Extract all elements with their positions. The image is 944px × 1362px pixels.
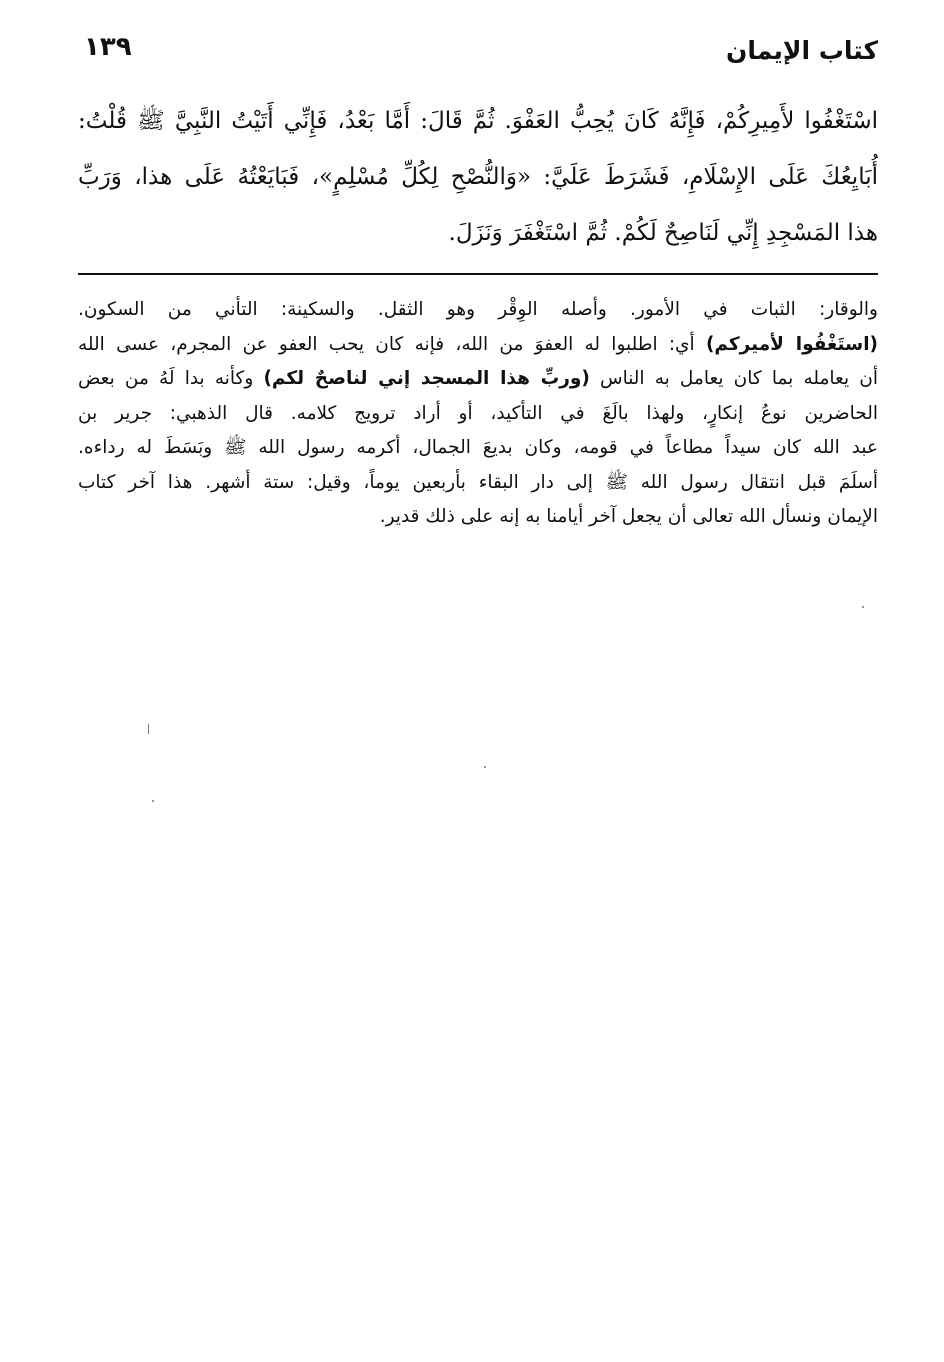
quoted-phrase: (وربِّ هذا المسجد إني لناصحٌ لكم) bbox=[263, 368, 590, 389]
commentary-notes bbox=[78, 293, 878, 535]
scan-speck bbox=[484, 766, 486, 768]
quoted-phrase: (استَغْفُوا لأميركم) bbox=[705, 333, 878, 355]
note-line: والوقار: الثبات في الأمور. وأصله الوِقْر وهو الثقل. والسكينة: التأني من السكون. bbox=[78, 299, 878, 320]
main-text bbox=[78, 93, 878, 261]
main-text-line: أُبَايِعُكَ عَلَى الإِسْلَامِ، فَشَرَطَ عَلَيَّ: «وَالنُّصْحِ لِكُلِّ مُسْلِمٍ»، فَبَايَعْتُهُ عَلَى هذا، وَرَبِّ bbox=[78, 164, 878, 190]
note-line: عبد الله كان سيداً مطاعاً في قومه، وكان بديعَ الجمال، أكرمه رسول الله ﷺ وبَسَطَ له رداءه. bbox=[78, 437, 878, 458]
scan-speck bbox=[152, 800, 154, 802]
scan-speck bbox=[862, 606, 864, 608]
footnote-separator bbox=[78, 273, 878, 275]
note-text: أي: اطلبوا له العفوَ من الله، فإنه كان يحب العفو عن المجرم، عسى الله bbox=[78, 333, 706, 355]
main-text-line: اسْتَغْفُوا لأَمِيرِكُمْ، فَإِنَّهُ كَانَ يُحِبُّ العَفْوَ. ثُمَّ قَالَ: أَمَّا بَعْدُ، فَإِنِّي أَتَيْتُ النَّبِيَّ ﷺ قُلْتُ: bbox=[78, 108, 878, 134]
note-line bbox=[78, 328, 878, 363]
note-text: وكأنه بدا لَهُ من بعض bbox=[78, 368, 264, 389]
book-title: كتاب الإيمان bbox=[725, 36, 878, 65]
page-number: ١٣٩ bbox=[84, 32, 132, 62]
note-line: أسلَمَ قبل انتقال رسول الله ﷺ إلى دار البقاء بأربعين يوماً، وقيل: ستة أشهر. هذا آخر كتاب bbox=[78, 471, 878, 493]
note-line: الحاضرين نوعُ إنكارٍ، ولهذا بالَغَ في التأكيد، أو أراد ترويج كلامه. قال الذهبي: جرير بن bbox=[78, 402, 878, 424]
note-line bbox=[78, 362, 878, 397]
note-line: الإيمان ونسأل الله تعالى أن يجعل آخر أيامنا به إنه على ذلك قدير. bbox=[379, 506, 878, 527]
note-text: أن يعامله بما كان يعامل به الناس bbox=[589, 368, 878, 389]
scan-speck bbox=[148, 724, 149, 734]
main-text-line: هذا المَسْجِدِ إِنِّي لَنَاصِحٌ لَكُمْ. ثُمَّ اسْتَغْفَرَ وَنَزَلَ. bbox=[448, 220, 878, 246]
page-header bbox=[78, 30, 878, 74]
